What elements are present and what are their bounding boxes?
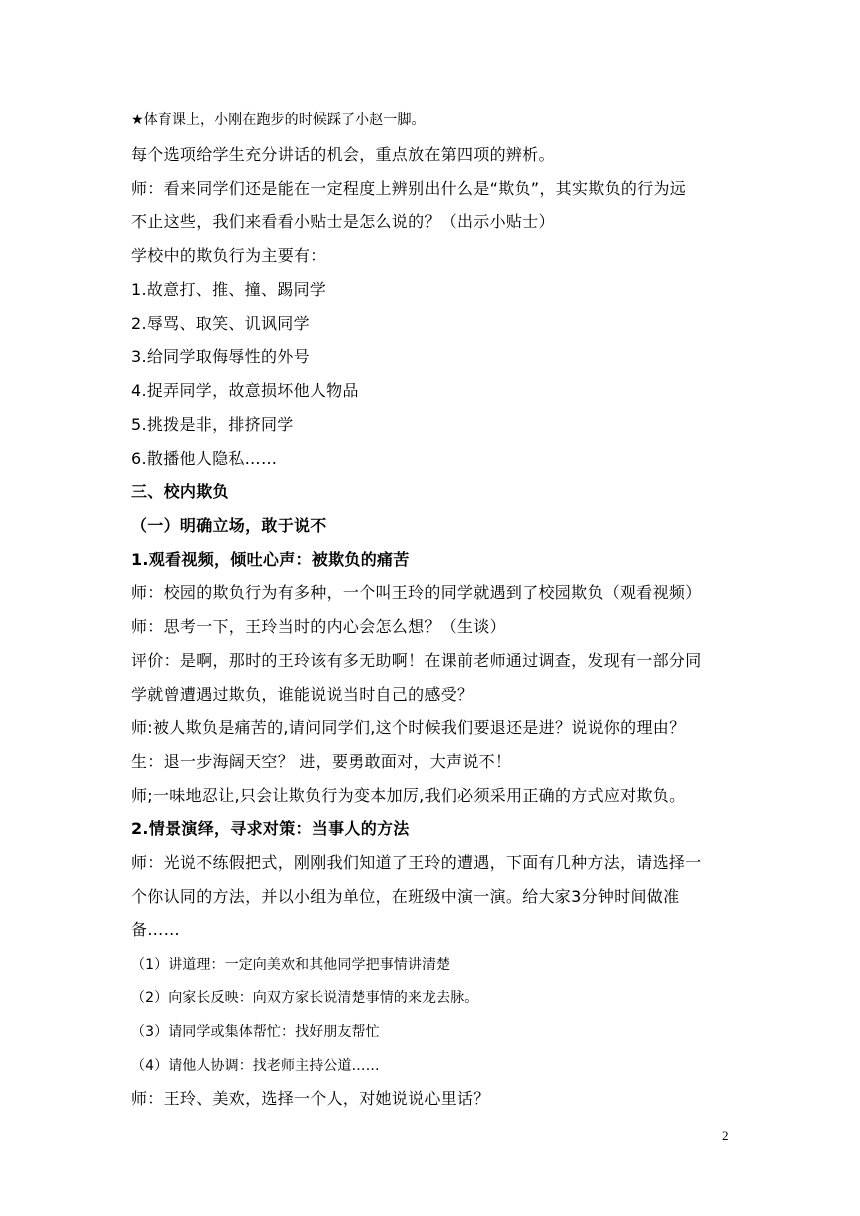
method-item: （2）向家长反映：向双方家长说清楚事情的来龙去脉。 bbox=[131, 990, 479, 1006]
text-line: 不止这些，我们来看看小贴士是怎么说的？（出示小贴士） bbox=[131, 212, 555, 231]
text-line: 师：王玲、美欢，选择一个人，对她说说心里话？ bbox=[131, 1089, 490, 1108]
method-item: （3）请同学或集体帮忙：找好朋友帮忙 bbox=[131, 1024, 380, 1040]
list-item: 6.散播他人隐私…… bbox=[131, 449, 278, 468]
text-line: 师：看来同学们还是能在一定程度上辨别出什么是“欺负”，其实欺负的行为远 bbox=[131, 179, 687, 198]
subsection-heading: （一）明确立场，敢于说不 bbox=[131, 516, 327, 535]
text-line: 学就曾遭遇过欺负，谁能说说当时自己的感受？ bbox=[131, 685, 474, 704]
text-line: 师:被人欺负是痛苦的,请问同学们,这个时候我们要退还是进？说说你的理由？ bbox=[131, 718, 686, 737]
list-item: 5.挑拨是非，排挤同学 bbox=[131, 415, 294, 434]
text-line: 评价：是啊，那时的王玲该有多无助啊！在课前老师通过调查，发现有一部分同 bbox=[131, 651, 702, 670]
list-item: 1.故意打、推、撞、踢同学 bbox=[131, 280, 327, 299]
text-line: 师：思考一下，王玲当时的内心会怎么想？（生谈） bbox=[131, 617, 506, 636]
page-number: 2 bbox=[722, 1128, 729, 1143]
list-item: 3.给同学取侮辱性的外号 bbox=[131, 347, 310, 366]
subsection-heading: 1.观看视频，倾吐心声：被欺负的痛苦 bbox=[131, 550, 410, 569]
text-line: 个你认同的方法，并以小组为单位，在班级中演一演。给大家3分钟时间做准 bbox=[131, 887, 680, 906]
section-heading: 三、校内欺负 bbox=[131, 482, 229, 501]
text-line: 每个选项给学生充分讲话的机会，重点放在第四项的辨析。 bbox=[131, 145, 555, 164]
text-line: 师：光说不练假把式，刚刚我们知道了王玲的遭遇，下面有几种方法，请选择一 bbox=[131, 853, 702, 872]
list-item: 2.辱骂、取笑、讥讽同学 bbox=[131, 314, 310, 333]
method-item: （4）请他人协调：找老师主持公道…… bbox=[131, 1058, 380, 1074]
text-line: 师;一味地忍让,只会让欺负行为变本加厉,我们必须采用正确的方式应对欺负。 bbox=[131, 786, 686, 805]
star-item-line: ★体育课上，小刚在跑步的时候踩了小赵一脚。 bbox=[131, 112, 426, 128]
method-item: （1）讲道理：一定向美欢和其他同学把事情讲清楚 bbox=[131, 957, 451, 973]
list-item: 4.捉弄同学，故意损坏他人物品 bbox=[131, 381, 359, 400]
text-line: 生：退一步海阔天空？ 进，要勇敢面对，大声说不！ bbox=[131, 752, 512, 771]
text-line: 备…… bbox=[131, 920, 180, 939]
text-line: 师：校园的欺负行为有多种，一个叫王玲的同学就遇到了校园欺负（观看视频） bbox=[131, 583, 702, 602]
text-line: 学校中的欺负行为主要有： bbox=[131, 246, 327, 265]
subsection-heading: 2.情景演绎，寻求对策：当事人的方法 bbox=[131, 819, 410, 838]
